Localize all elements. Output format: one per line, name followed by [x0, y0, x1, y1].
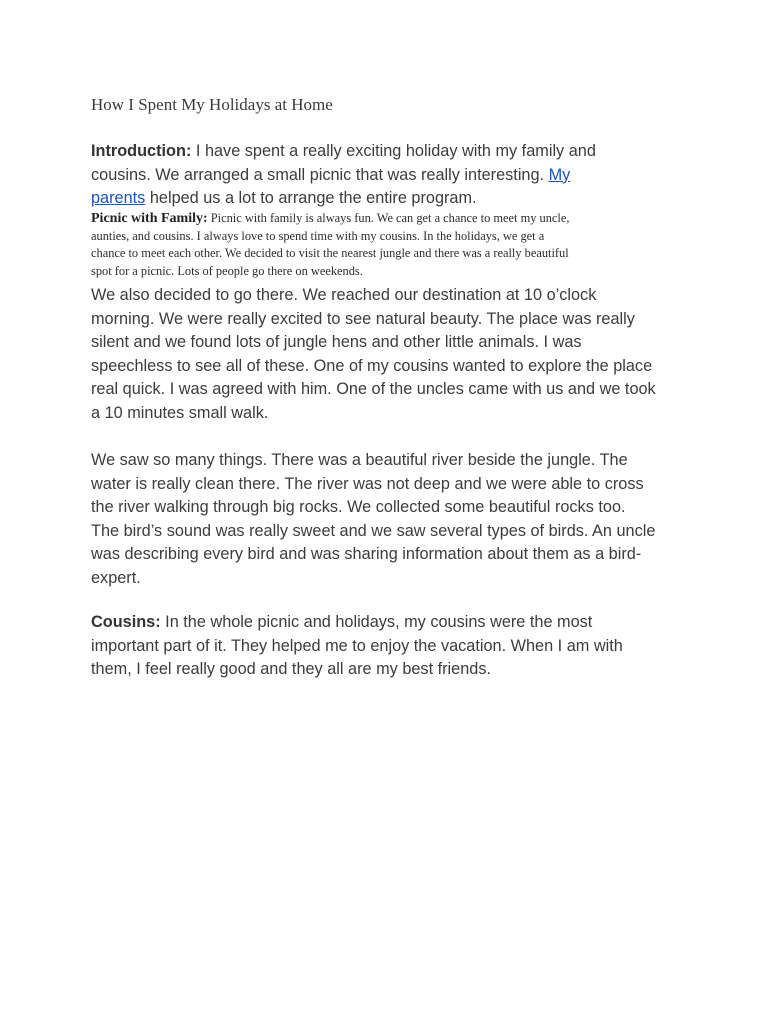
- intro-text-2: cousins. We arranged a small picnic that was really interesting.: [91, 165, 549, 184]
- river-paragraph: [91, 449, 681, 591]
- cousins-line-2: important part of it. They helped me to enjoy the vacation. When I am with: [91, 636, 623, 655]
- destination-line-6: a 10 minutes small walk.: [91, 403, 269, 422]
- river-line-6: expert.: [91, 568, 141, 587]
- picnic-line-2: aunties, and cousins. I always love to spend time with my cousins. In the holidays, we get a: [91, 228, 545, 243]
- destination-line-1: We also decided to go there. We reached our destination at 10 o’clock: [91, 286, 597, 304]
- destination-line-2: morning. We were really excited to see natural beauty. The place was really: [91, 309, 635, 328]
- document-title: How I Spent My Holidays at Home: [91, 95, 333, 114]
- cousins-text-1: In the whole picnic and holidays, my cousins were the most: [160, 613, 593, 631]
- destination-line-5: real quick. I was agreed with him. One of the uncles came with us and we took: [91, 380, 656, 399]
- intro-line-3: [91, 187, 681, 211]
- picnic-line-4: spot for a picnic. Lots of people go there on weekends.: [91, 263, 363, 278]
- picnic-paragraph: [91, 210, 681, 280]
- intro-line-1: [91, 140, 681, 164]
- cousins-label: Cousins:: [91, 613, 161, 631]
- river-line-2: water is really clean there. The river was not deep and we were able to cross: [91, 474, 644, 493]
- cousins-line-3: them, I feel really good and they all are my best friends.: [91, 660, 492, 679]
- picnic-line-3: chance to meet each other. We decided to visit the nearest jungle and there was a really beautiful: [91, 246, 569, 261]
- river-line-5: was describing every bird and was sharing information about them as a bird-: [91, 545, 642, 564]
- intro-text-1: I have spent a really exciting holiday with my family and: [191, 142, 596, 160]
- picnic-label: Picnic with Family:: [91, 211, 208, 226]
- intro-paragraph: [91, 140, 681, 211]
- river-line-1: We saw so many things. There was a beautiful river beside the jungle. The: [91, 451, 628, 469]
- picnic-line-1: [91, 210, 681, 228]
- river-line-3: the river walking through big rocks. We collected some beautiful rocks too.: [91, 498, 626, 517]
- parents-link-part-2[interactable]: parents: [91, 189, 146, 208]
- parents-link-part-1[interactable]: My: [548, 165, 571, 184]
- cousins-paragraph: [91, 611, 681, 682]
- destination-line-3: silent and we found lots of jungle hens and other little animals. I was: [91, 333, 582, 352]
- intro-text-3: helped us a lot to arrange the entire program.: [145, 189, 477, 208]
- cousins-line-1: [91, 611, 681, 635]
- intro-line-2: [91, 164, 681, 188]
- river-line-4: The bird’s sound was really sweet and we saw several types of birds. An uncle: [91, 521, 656, 540]
- destination-line-4: speechless to see all of these. One of my cousins wanted to explore the place: [91, 356, 653, 375]
- intro-label: Introduction:: [91, 142, 192, 160]
- picnic-text-1: Picnic with family is always fun. We can get a chance to meet my uncle,: [207, 211, 570, 225]
- destination-paragraph: [91, 284, 681, 426]
